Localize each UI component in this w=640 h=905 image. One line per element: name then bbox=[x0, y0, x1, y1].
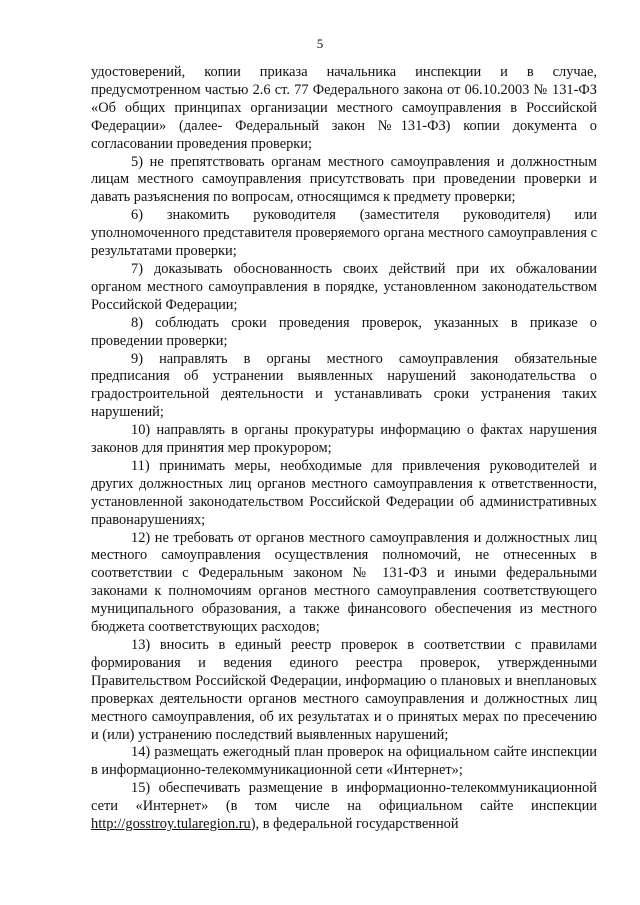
inspection-website-link[interactable]: http://gosstroy.tularegion.ru bbox=[91, 816, 251, 833]
paragraph-item-15 bbox=[91, 780, 597, 834]
paragraph-item-7: 7) доказывать обоснованность своих действий при их обжаловании органом местного самоуправления в порядке, установленном законодательством Российской Федерации; bbox=[91, 260, 597, 313]
paragraph-item-11: 11) принимать меры, необходимые для привлечения руководителей и других должностных лиц органов местного самоуправления к ответственности, установленной законодательством Российской Федерации об административных правонарушениях; bbox=[91, 457, 597, 528]
page-number: 5 bbox=[316, 36, 324, 51]
paragraph-item-9: 9) направлять в органы местного самоуправления обязательные предписания об устранении выявленных нарушений законодательства о градостроительной деятельности и устанавливать сроки устранения таких нарушений; bbox=[91, 350, 597, 421]
paragraph-continuation: удостоверений, копии приказа начальника инспекции и в случае, предусмотренном частью 2.6 ст. 77 Федерального закона от 06.10.2003 № 131-ФЗ «Об общих принципах организации местного самоуправления в Российской Федерации» (далее- Федеральный закон №131-ФЗ) копии документа о согласовании проведения проверки; bbox=[91, 64, 597, 152]
paragraph-item-10: 10) направлять в органы прокуратуры информацию о фактах нарушения законов для принятия мер прокурором; bbox=[91, 422, 597, 457]
paragraph-item-8: 8) соблюдать сроки проведения проверок, указанных в приказе о проведении проверки; bbox=[91, 314, 597, 349]
paragraph-item-6: 6) знакомить руководителя (заместителя руководителя) или уполномоченного представителя проверяемого органа местного самоуправления с результатами проверки; bbox=[91, 207, 597, 260]
paragraph-item-14: 14) размещать ежегодный план проверок на официальном сайте инспекции в информационно-телекоммуникационной сети «Интернет»; bbox=[91, 744, 597, 779]
paragraph-item-5: 5) не препятствовать органам местного самоуправления и должностным лицам местного самоуправления присутствовать при проведении проверки и давать разъяснения по вопросам, относящимся к предмету проверки; bbox=[91, 153, 597, 206]
paragraph-item-15-text-before: 15) обеспечивать размещение в информационно-телекоммуникационной сети «Интернет» (в том числе на официальном сайте инспекции bbox=[91, 780, 597, 815]
paragraph-item-13: 13) вносить в единый реестр проверок в соответствии с правилами формирования и ведения единого реестра проверок, утвержденными Правительством Российской Федерации, информацию о плановых и внеплановых проверках деятельности органов местного самоуправления и должностных лиц местного самоуправления, об их результатах и о принятых мерах по пресечению и (или) устранению последствий выявленных нарушений; bbox=[91, 637, 597, 743]
paragraph-item-15-text-after: ), в федеральной государственной bbox=[250, 816, 459, 833]
paragraph-item-12: 12) не требовать от органов местного самоуправления и должностных лиц местного самоуправления осуществления полномочий, не отнесенных в соответствии с Федеральным законом № 131-ФЗ и иными федеральными законами к полномочиям органов местного самоуправления соответствующего муниципального образования, а также финансового обеспечения из местного бюджета соответствующих расходов; bbox=[91, 529, 597, 636]
document-body bbox=[91, 64, 597, 834]
